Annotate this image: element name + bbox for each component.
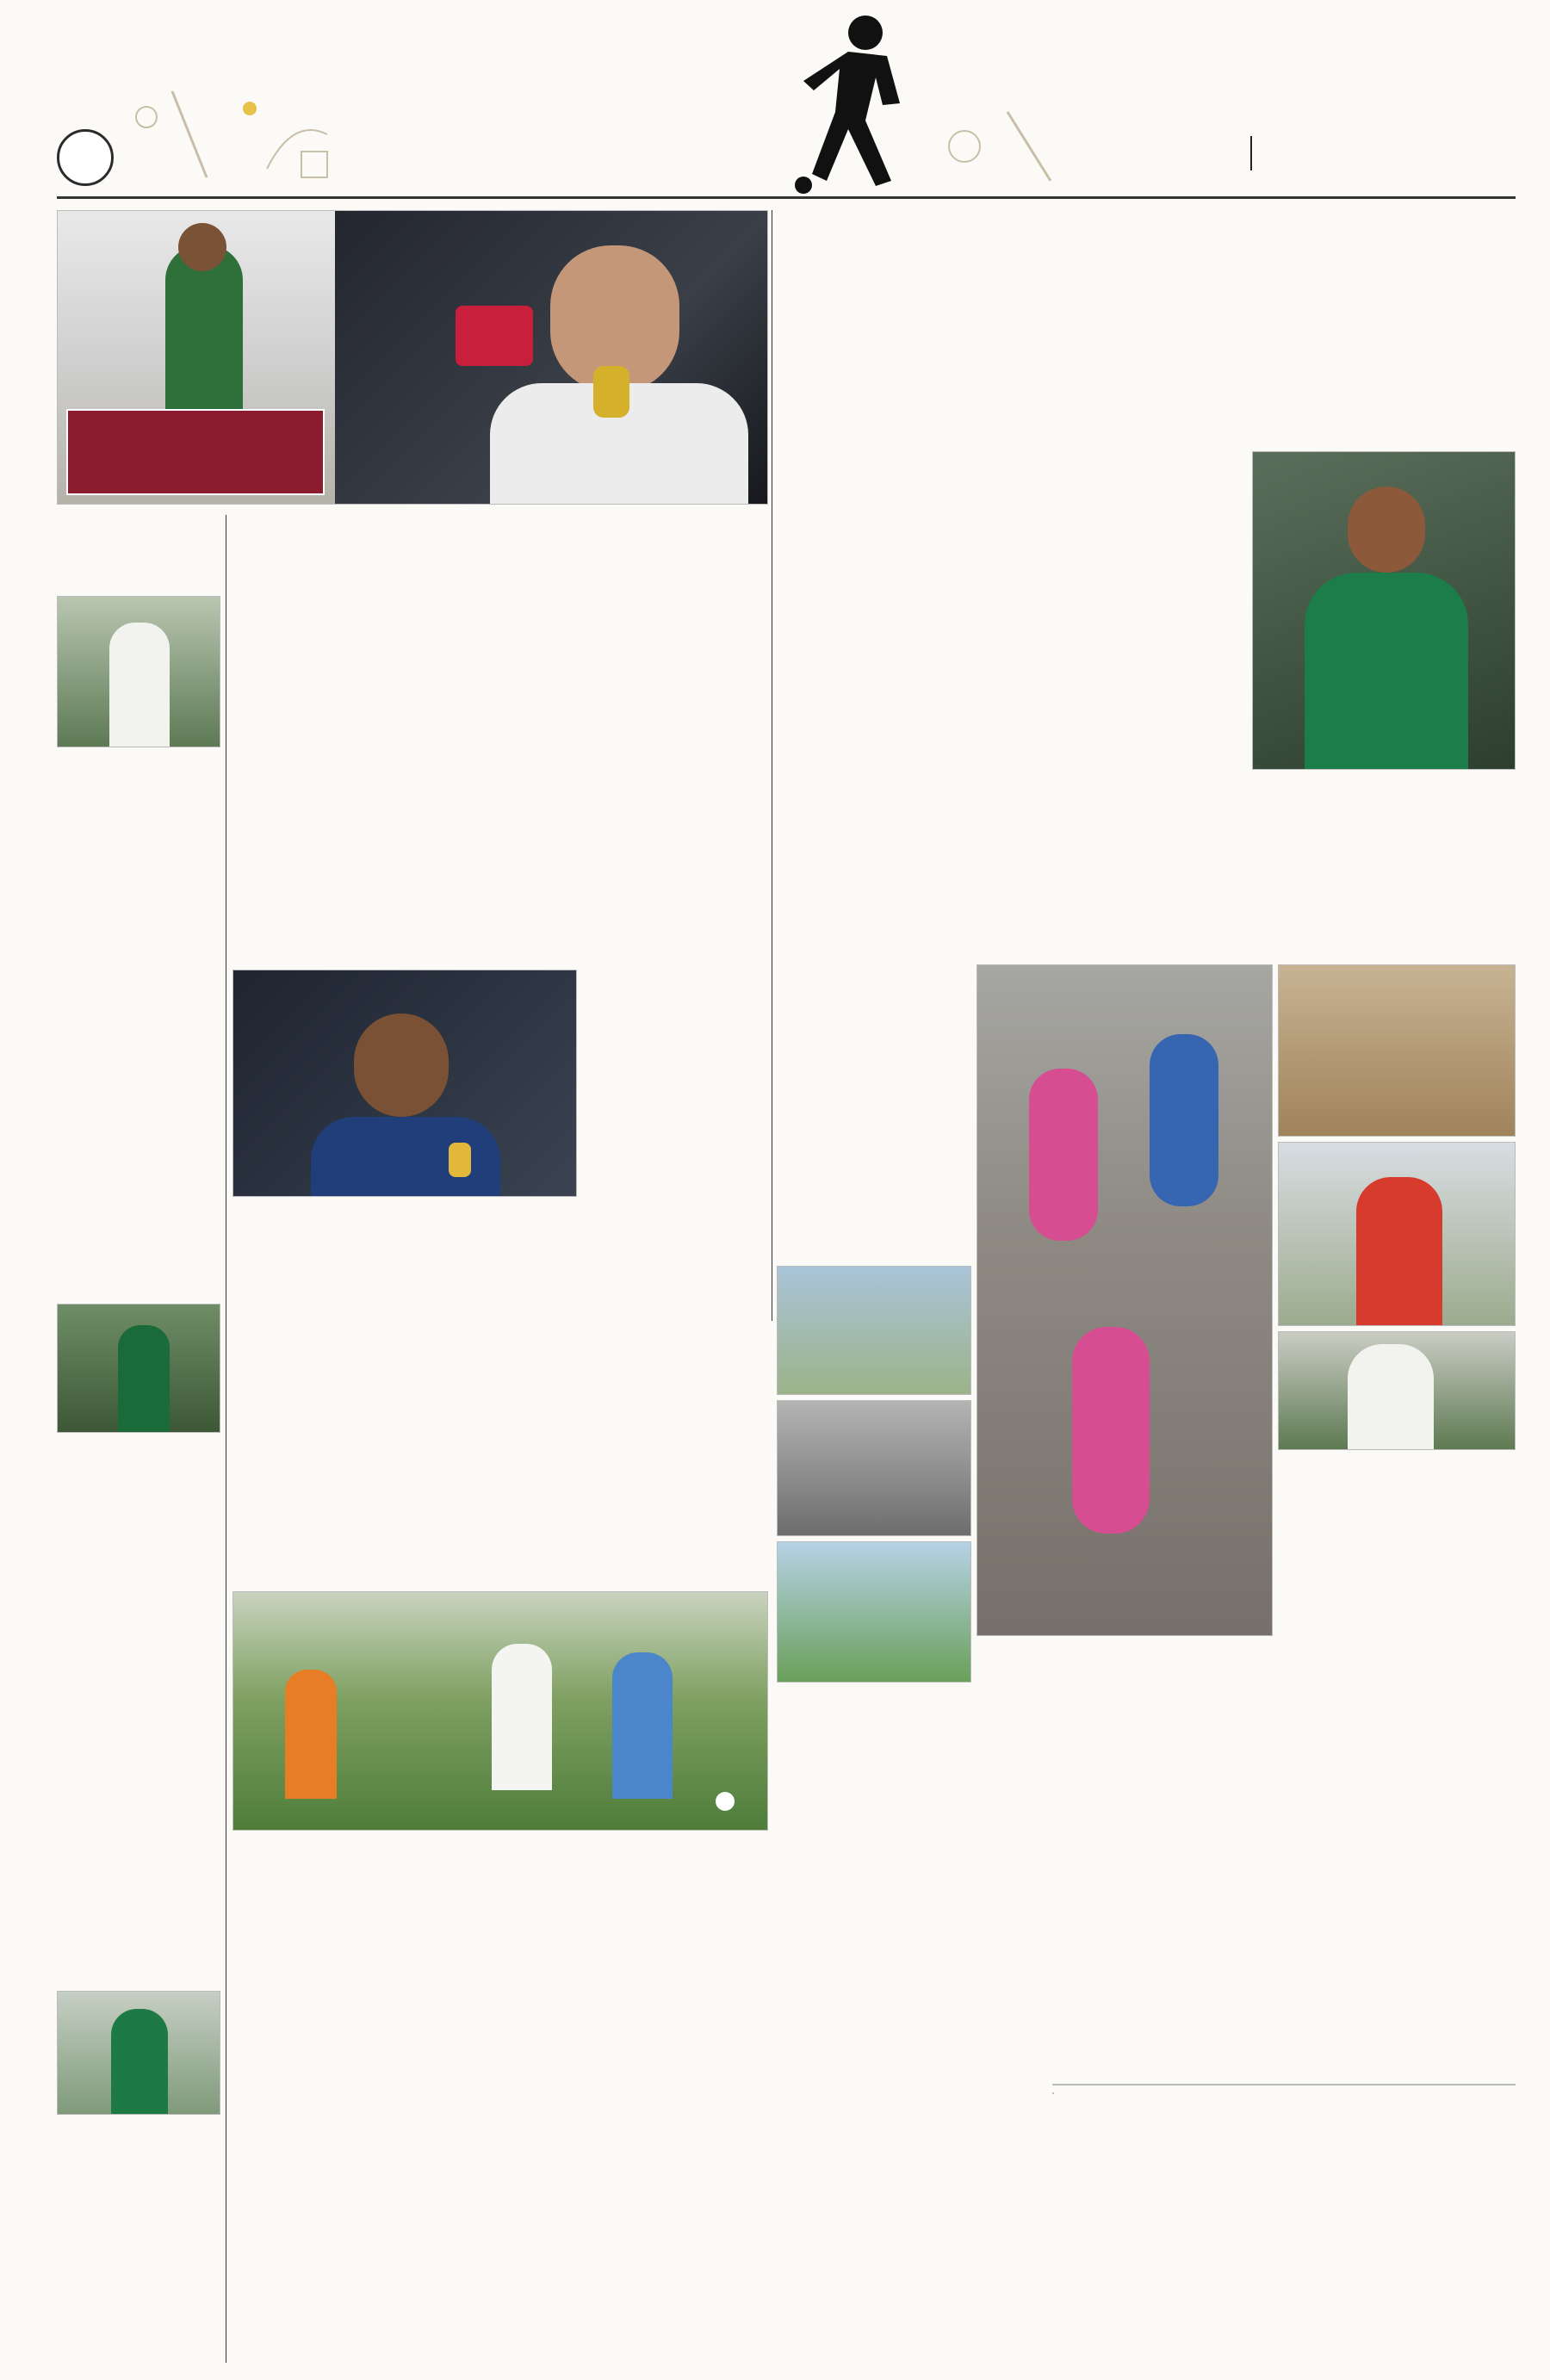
dhananjaya-body — [232, 1207, 579, 1503]
football-caption — [232, 1836, 768, 1874]
fielder-3 — [1072, 1327, 1150, 1534]
masthead — [0, 0, 1550, 200]
mohammedan-body-col2 — [506, 1998, 768, 2358]
sakib-body-col2 — [506, 601, 768, 961]
celebrating-player — [1356, 1177, 1442, 1326]
tashkin-story — [978, 210, 1516, 956]
press-backdrop-logo — [456, 306, 533, 366]
tashkin-body-col1 — [978, 305, 1242, 952]
ball — [716, 1792, 735, 1811]
tashkin-body-col2-bottom — [1252, 780, 1516, 952]
dhananjaya-photo — [232, 970, 577, 1197]
soumya-figure — [111, 2009, 168, 2115]
microphone — [593, 366, 629, 418]
masthead-divider — [1250, 136, 1252, 170]
tashkin-shirt — [1305, 573, 1468, 770]
wisden-body-col3 — [1273, 1758, 1516, 1967]
tashkin-body-col2-top — [1252, 305, 1516, 443]
mominul-body-bottom — [57, 753, 220, 1030]
ipl-brief — [777, 210, 971, 1257]
wisden-body-col2 — [1025, 1758, 1261, 2080]
tashkin-head — [1348, 487, 1425, 573]
mominul-body-top — [57, 513, 220, 589]
taijul-body-top — [57, 1071, 220, 1298]
litton-photo — [1052, 2084, 1516, 2086]
fielder-2 — [1150, 1034, 1218, 1206]
player-head — [178, 223, 226, 271]
press-mic — [449, 1143, 471, 1177]
goalkeeper-figure — [285, 1670, 337, 1799]
wisden-photo-1 — [777, 1266, 971, 1395]
football-photo — [232, 1591, 768, 1831]
footballer-silhouette-icon — [779, 9, 926, 196]
masthead-rule — [57, 196, 1516, 199]
taijul-brief — [57, 1071, 220, 1727]
wisden-photo-5 — [1278, 964, 1516, 1137]
mominul-photo — [57, 596, 220, 747]
fielder-1 — [1029, 1069, 1098, 1241]
mominul-brief — [57, 513, 220, 1066]
sakib-story — [232, 513, 768, 964]
wisden-photo-6 — [1278, 1142, 1516, 1326]
player-white — [492, 1644, 552, 1790]
soumya-brief — [57, 1731, 220, 2363]
pakistan-brief — [584, 970, 768, 1584]
wisden-photo-2 — [777, 1400, 971, 1536]
wisden-winning-photo — [976, 964, 1273, 1636]
wisden-body-col1 — [777, 1758, 1013, 2080]
sports-equipment-icon — [930, 95, 1068, 189]
shakib-trophy-image — [58, 211, 335, 505]
page-number — [57, 129, 114, 186]
masthead-title — [198, 93, 801, 196]
mohammedan-body-col1 — [232, 1998, 491, 2358]
pakistan-body — [584, 976, 768, 1488]
bowler-figure — [1348, 1344, 1434, 1450]
wisden-photo-7 — [1278, 1331, 1516, 1450]
player-figure — [165, 245, 243, 426]
player-blue — [612, 1652, 673, 1799]
dhananjaya-story — [232, 1200, 579, 1584]
soumya-photo-caption — [57, 2118, 220, 2287]
taijul-body-bottom — [57, 1438, 220, 1684]
ipl-body — [777, 219, 971, 1166]
soumya-body — [57, 1731, 220, 1986]
soumya-photo — [57, 1991, 220, 2115]
sakib-body-col1 — [232, 601, 491, 961]
agm-body-col1 — [777, 2139, 1040, 2359]
agm-body-col2 — [1052, 2139, 1316, 2359]
pothas-press-image — [335, 211, 768, 505]
dhananjaya-head — [354, 1013, 449, 1117]
dhananjaya-shirt — [311, 1117, 500, 1197]
wisden-col3 — [1273, 1758, 1516, 2080]
wisden-body-col3-end — [1273, 1970, 1516, 2022]
sakib-pothas-photo — [57, 210, 768, 505]
taijul-figure — [118, 1325, 170, 1433]
mohammedan-story — [232, 1879, 768, 2363]
litton-batting-photo — [1052, 2092, 1054, 2094]
cheque-board — [66, 409, 325, 495]
taijul-photo — [57, 1304, 220, 1433]
mominul-figure — [109, 623, 170, 747]
tashkin-photo — [1252, 451, 1516, 770]
